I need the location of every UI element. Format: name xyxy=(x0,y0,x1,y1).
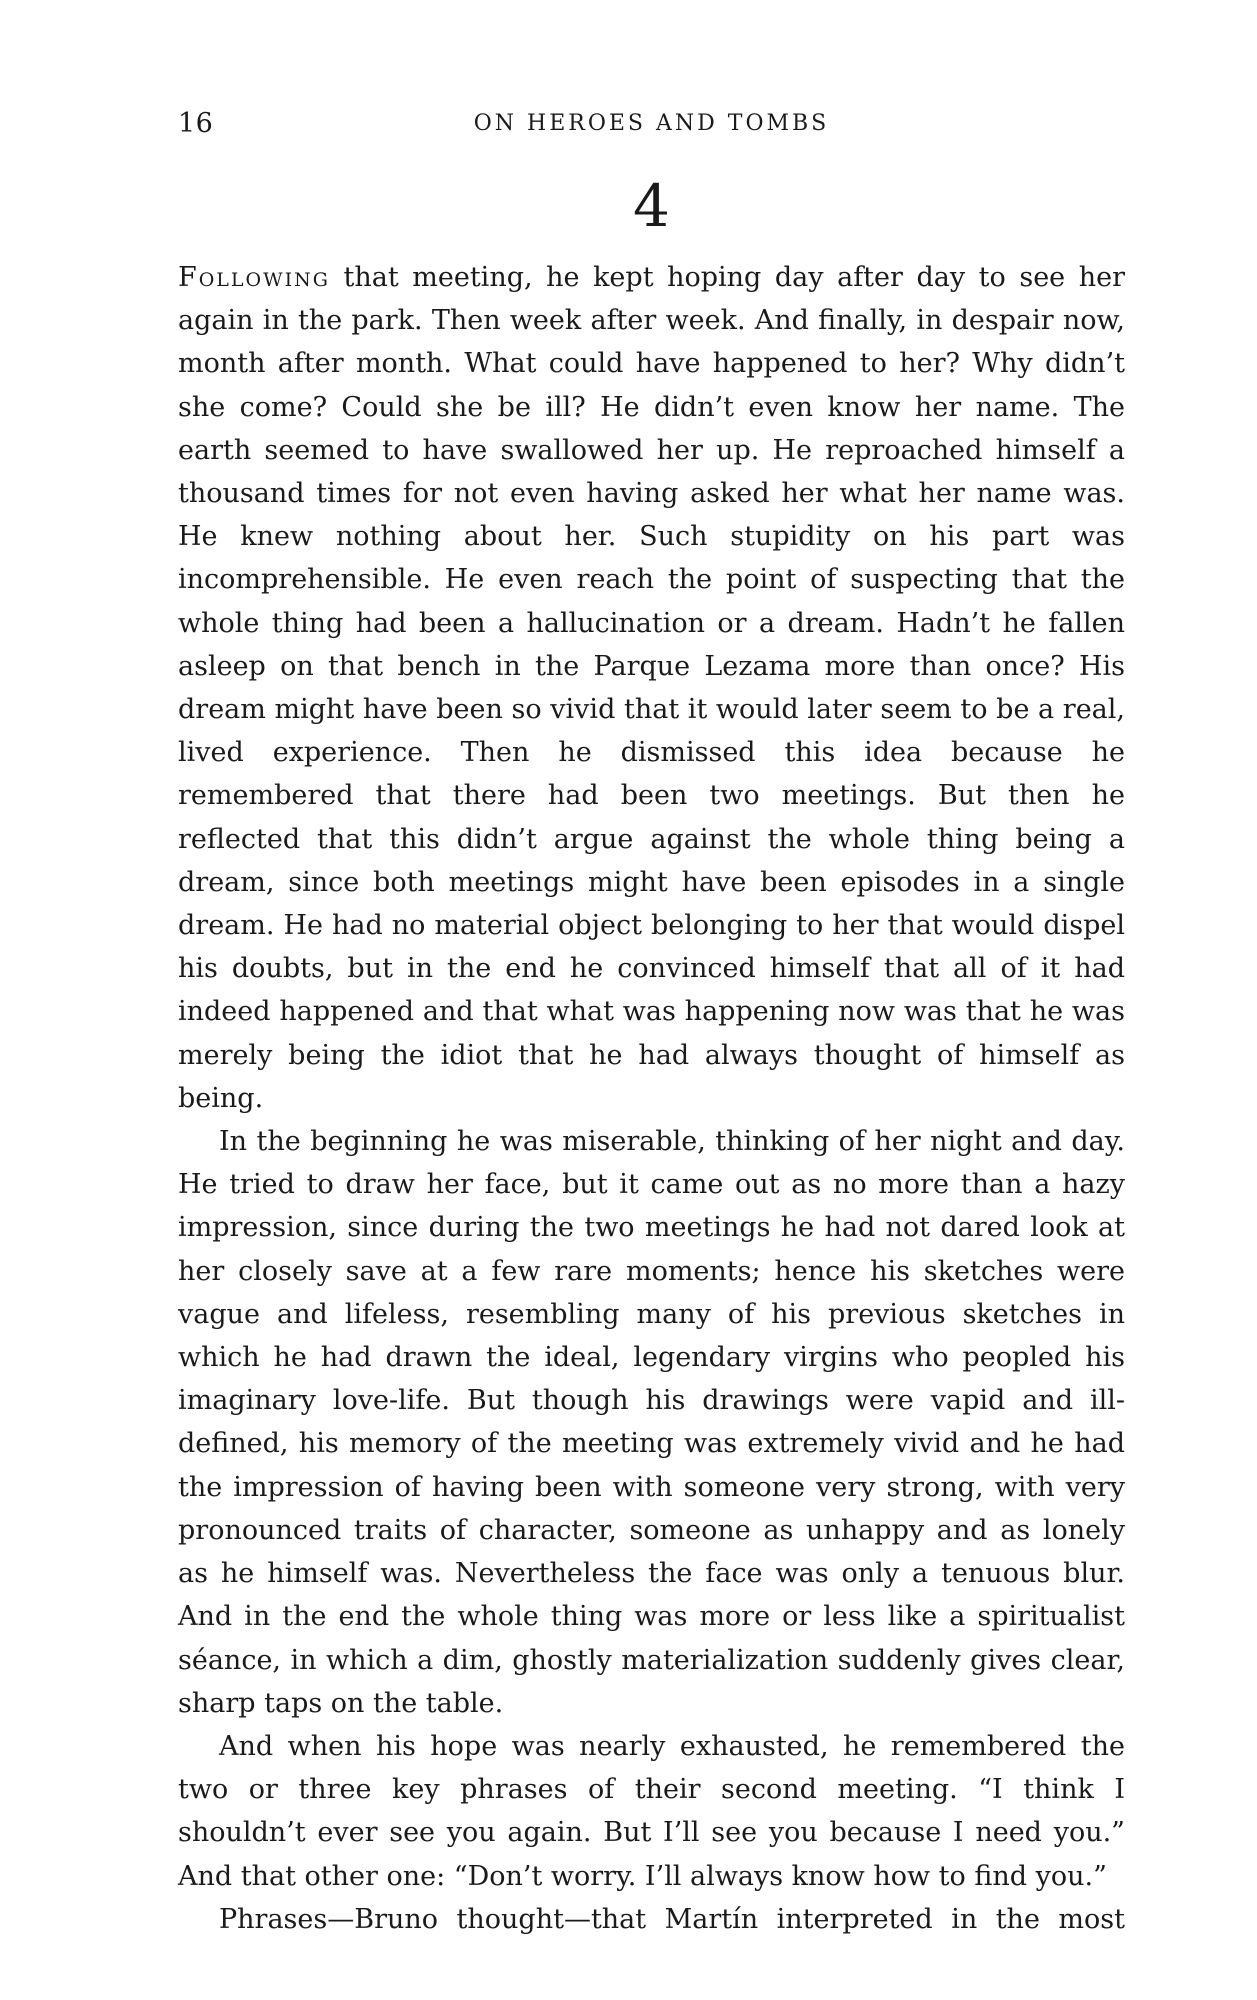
lead-word-small-caps: Following xyxy=(178,262,330,293)
paragraph-4: Phrases—Bruno thought—that Martín interpreted in the most xyxy=(219,1903,1125,1935)
paragraph-3: And when his hope was nearly exhausted, he remembered the two or three key phrases of their second meeting. “I think I shouldn’t ever see you again. But I’ll see you because I need you.” And that other one: “Don’t worry. I’ll always know how to find you.” xyxy=(178,1730,1125,1892)
running-head xyxy=(178,104,1125,144)
paragraph-1-text: that meeting, he kept hoping day after day to see her again in the park. Then week after week. And finally, in despair now, month after month. What could have happened to her? Why didn’t she come? Could she be ill? He didn’t even know her name. The earth seemed to have swallowed her up. He reproached himself a thousand times for not even having asked her what her name was. He knew nothing about her. Such stupidity on his part was incomprehensible. He even reach the point of suspecting that the whole thing had been a hallucination or a dream. Hadn’t he fallen asleep on that bench in the Parque Lezama more than once? His dream might have been so vivid that it would later seem to be a real, lived experience. Then he dismissed this idea because he remembered that there had been two meetings. But then he reflected that this didn’t argue against the whole thing being a dream, since both meetings might have been episodes in a single dream. He had no material object belonging to her that would dispel his doubts, but in the end he convinced himself that all of it had indeed happened and that what was happening now was that he was merely being the idiot that he had always thought of himself as being. xyxy=(178,262,1125,1114)
paragraph-2: In the beginning he was miserable, thinking of her night and day. He tried to draw her face, but it came out as no more than a hazy impression, since during the two meetings he had not dared look at her closely save at a few rare moments; hence his sketches were vague and lifeless, resembling many of his previous sketches in which he had drawn the ideal, legendary virgins who peopled his imaginary love-life. But though his drawings were vapid and ill-defined, his memory of the meeting was extremely vivid and he had the impression of having been with someone very strong, with very pronounced traits of character, someone as unhappy and as lonely as he himself was. Nevertheless the face was only a tenuous blur. And in the end the whole thing was more or less like a spiritualist séance, in which a dim, ghostly materialization suddenly gives clear, sharp taps on the table. xyxy=(178,1126,1125,1719)
chapter-number: 4 xyxy=(633,172,670,240)
book-title: ON HEROES AND TOMBS xyxy=(473,111,830,136)
body-text xyxy=(178,256,1125,1935)
page-number: 16 xyxy=(178,108,214,139)
paragraph-1 xyxy=(178,256,1125,1120)
